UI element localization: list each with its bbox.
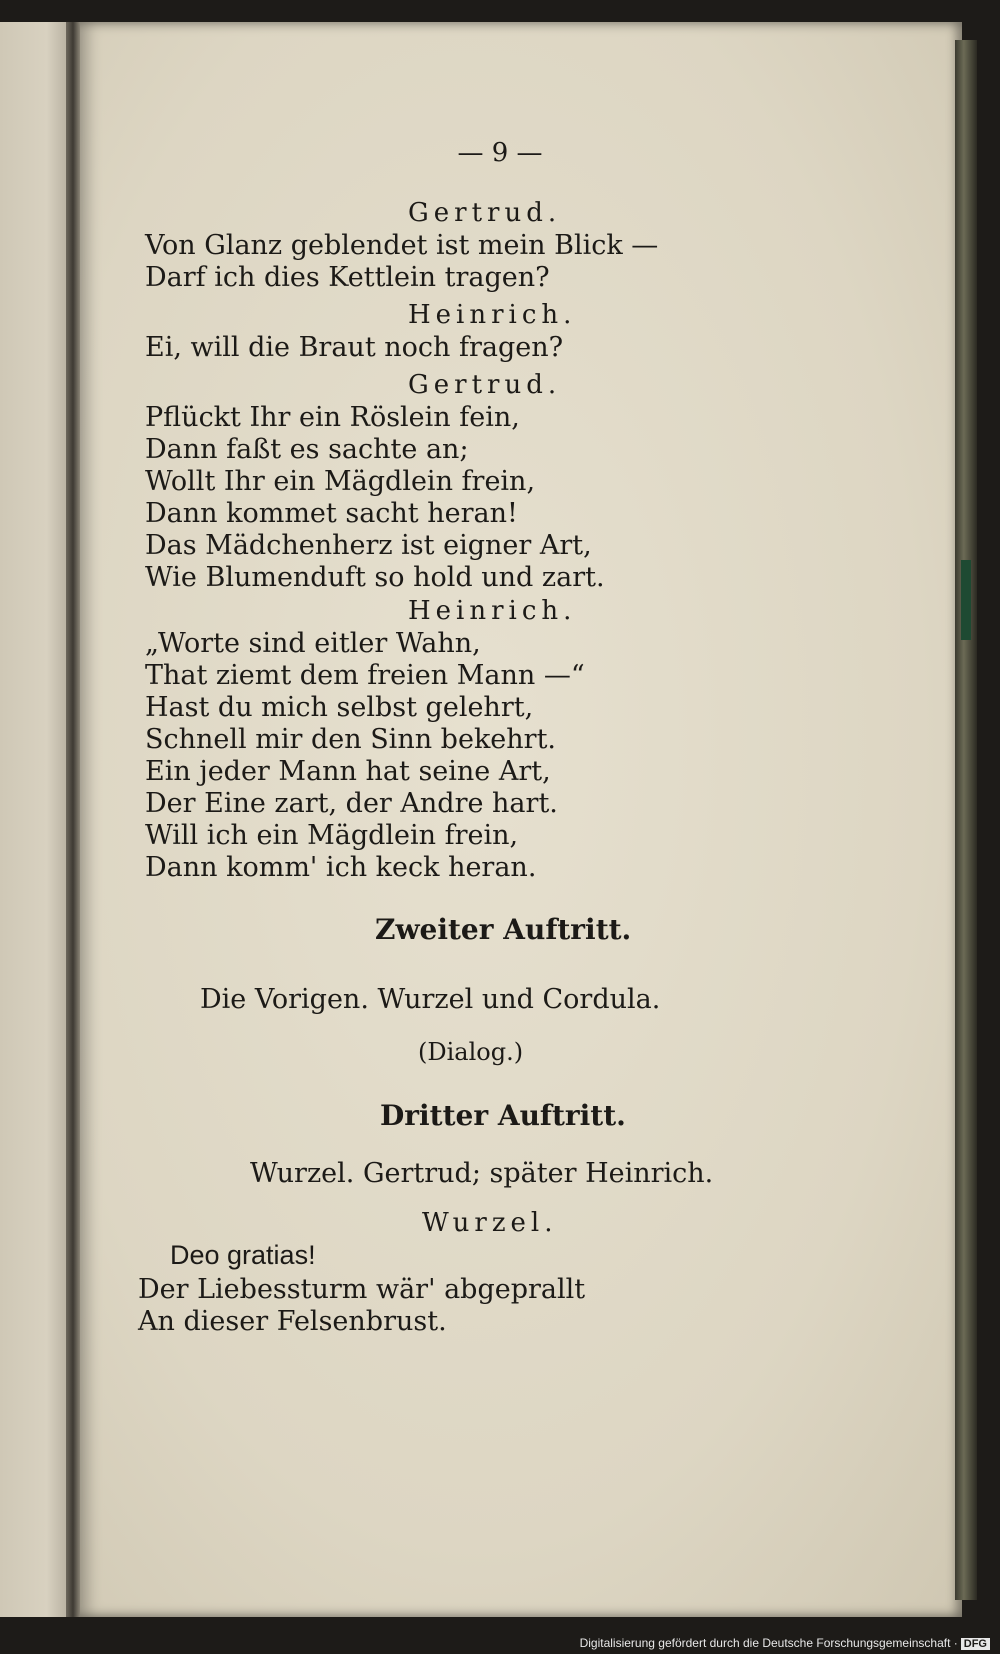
verse-line: Das Mädchenherz ist eigner Art,: [145, 530, 592, 561]
verse-line: That ziemt dem freien Mann —“: [145, 660, 585, 691]
speaker-wurzel: Wurzel.: [422, 1208, 558, 1238]
speaker-heinrich: Heinrich.: [408, 300, 577, 330]
stage-direction: Die Vorigen. Wurzel und Cordula.: [200, 984, 661, 1015]
verse-line: Deo gratias!: [170, 1240, 316, 1270]
verse-line: Hast du mich selbst gelehrt,: [145, 692, 534, 723]
dfg-logo: DFG: [961, 1638, 990, 1650]
speaker-heinrich: Heinrich.: [408, 596, 577, 626]
verse-line: Schnell mir den Sinn bekehrt.: [145, 724, 557, 755]
bookmark-ribbon: [961, 560, 971, 640]
verse-line: Darf ich dies Kettlein tragen?: [145, 262, 550, 293]
verse-line: Pflückt Ihr ein Röslein fein,: [145, 402, 520, 433]
verse-line: Der Liebessturm wär' abgeprallt: [138, 1274, 586, 1305]
credit-text: Digitalisierung gefördert durch die Deutsche Forschungsgemeinschaft ·: [579, 1636, 958, 1650]
speaker-gertrud: Gertrud.: [408, 370, 562, 400]
page-stack-edge: [955, 40, 977, 1600]
book-gutter: [66, 22, 80, 1617]
speaker-gertrud: Gertrud.: [408, 198, 562, 228]
verse-line: Dann faßt es sachte an;: [145, 434, 469, 465]
verse-line: Der Eine zart, der Andre hart.: [145, 788, 558, 819]
verse-line: Wollt Ihr ein Mägdlein frein,: [145, 466, 536, 497]
page-number: — 9 —: [457, 138, 543, 168]
verse-line: An dieser Felsenbrust.: [138, 1306, 447, 1337]
verse-line: Dann komm' ich keck heran.: [145, 852, 537, 883]
verse-line: Will ich ein Mägdlein frein,: [145, 820, 519, 851]
scene-heading: Zweiter Auftritt.: [375, 913, 632, 946]
verse-line: Von Glanz geblendet ist mein Blick —: [145, 230, 659, 261]
verse-line: Wie Blumenduft so hold und zart.: [145, 562, 605, 593]
verse-line: Ei, will die Braut noch fragen?: [145, 332, 564, 363]
digitization-credit: [580, 1636, 990, 1650]
verse-line: „Worte sind eitler Wahn,: [145, 628, 481, 659]
stage-direction: Wurzel. Gertrud; später Heinrich.: [250, 1158, 714, 1189]
scene-heading: Dritter Auftritt.: [380, 1099, 626, 1132]
verse-line: Dann kommet sacht heran!: [145, 498, 518, 529]
verse-line: Ein jeder Mann hat seine Art,: [145, 756, 551, 787]
stage-direction: (Dialog.): [418, 1038, 524, 1066]
